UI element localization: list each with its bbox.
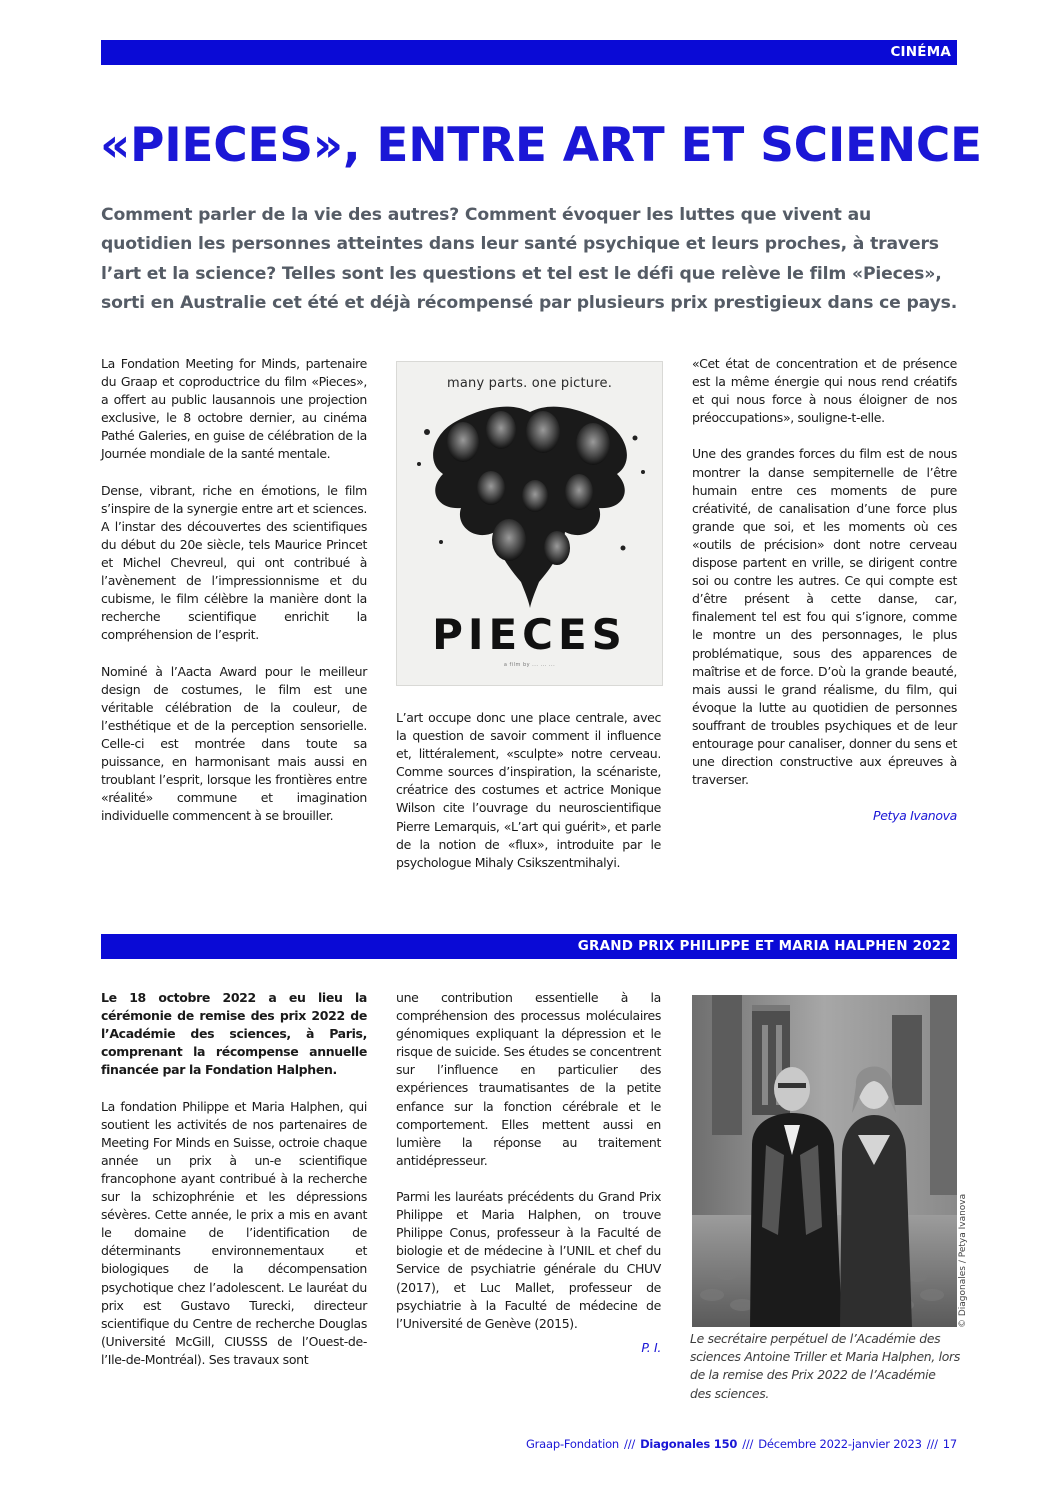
poster-tagline: many parts. one picture. (446, 376, 613, 391)
page-footer (300, 1437, 957, 1451)
poster-inkblot-faces (397, 392, 663, 614)
paragraph: Parmi les lauréats précédents du Grand Prix Philippe et Maria Halphen, on trouve Philippe Conus, professeur à la Faculté de biologie et de médecine à l’UNIL et chef du Service de psychiatrie générale du CHUV (2017), et Luc Mallet, professeur de psychiatrie à la Faculté de médecine de l’Université de Genève (2015). (396, 1189, 661, 1331)
footer-publisher: Graap-Fondation (525, 1437, 620, 1451)
footer-magazine: Diagonales 150 (640, 1437, 738, 1451)
footer-separator: /// (742, 1437, 754, 1451)
paragraph: Nominé à l’Aacta Award pour le meilleur design de costumes, le film est une véritable célébration de la couleur, de l’esthétique et de la perception sensorielle. Celle-ci est montrée dans toute sa puissance, en harmonisant mais aussi en troublant l’esprit, lorsque les frontières entre «réalité» commune et imagination individuelle commencent à se brouiller. (101, 663, 367, 824)
section-band-grand-prix (101, 934, 957, 959)
article1-column-2 (396, 709, 661, 872)
section-band-cinema (101, 40, 957, 65)
article2-signature: P. I. (641, 1339, 661, 1355)
article1-signature: Petya Ivanova (873, 808, 957, 824)
photo-caption: Le secrétaire perpétuel de l’Académie des sciences Antoine Triller et Maria Halphen, lors de la remise des Prix 2022 de l’Académie des sciences. (690, 1331, 960, 1401)
ceremony-photo (692, 995, 957, 1327)
paragraph: Dense, vibrant, riche en émotions, le film s’inspire de la synergie entre art et sciences. A l’instar des découvertes des scientifiques du début du 20e siècle, tels Maurice Princet et Michel Chevreul, qui ont contribué à l’avènement de l’impressionnisme et du cubisme, le film célèbre la manière dont la recherche scientifique enrichit la compréhension de l’esprit. (101, 482, 367, 643)
paragraph: «Cet état de concentration et de présence est la même énergie qui nous rend créatifs et qui nous force à nous éloigner de nos préoccupations», souligne-t-elle. (692, 356, 957, 426)
paragraph: une contribution essentielle à la compréhension des processus moléculaires génomiques expliquant la dépression et le risque de suicide. Ses études se concentrent sur l’influence en particulier des expériences traumatisantes de la petite enfance sur la fonction cérébrale et le comportement. Elles mettent aussi en lumière la réponse au traitement antidépresseur. (396, 990, 661, 1168)
footer-date: Décembre 2022-janvier 2023 (758, 1437, 922, 1451)
film-poster-image (396, 361, 663, 686)
footer-separator: /// (926, 1437, 938, 1451)
article2-intro: Le 18 octobre 2022 a eu lieu la cérémonie de remise des prix 2022 de l’Académie des sciences, à Paris, comprenant la récompense annuelle financée par la Fondation Halphen. (101, 990, 367, 1078)
article-lead: Comment parler de la vie des autres? Comment évoquer les luttes que vivent au quotidien les personnes atteintes dans leur santé psychique et leurs proches, à travers l’art et la science? Telles sont les questions et tel est le défi que relève le film «Pieces», sorti en Australie cet été et déjà récompensé par plusieurs prix prestigieux dans ce pays. (101, 205, 958, 313)
article2-column-1 (101, 989, 367, 1369)
article1-column-1 (101, 355, 367, 825)
article1-column-3 (692, 355, 957, 825)
paragraph: La Fondation Meeting for Minds, partenaire du Graap et coproductrice du film «Pieces», a offert au public lausannois une projection exclusive, le 8 octobre dernier, au cinéma Pathé Galeries, en guise de célébration de la Journée mondiale de la santé mentale. (101, 356, 367, 462)
article-headline: «PIECES», ENTRE ART ET SCIENCE (100, 118, 982, 173)
paragraph: La fondation Philippe et Maria Halphen, qui soutient les activités de nos partenaires de Meeting For Minds en Suisse, octroie chaque année un prix à un-e scientifique francophone ayant contribué à la recherche sur la schizophrénie et les dépressions sévères. Cette année, le prix a mis en avant le domaine de l’identification de déterminants environnementaux et biologiques de la décompensation psychotique chez l’adolescent. Le lauréat du prix est Gustavo Turecki, directeur scientifique du Centre de recherche Douglas (Université McGill, CIUSSS de l’Ouest-de-l’Ile-de-Montréal). Ses travaux sont (101, 1098, 367, 1367)
section-label: GRAND PRIX PHILIPPE ET MARIA HALPHEN 2022 (577, 938, 951, 954)
photo-credit: © Diagonales / Petya Ivanova (958, 1193, 968, 1328)
article2-column-2 (396, 989, 661, 1357)
paragraph: Une des grandes forces du film est de nous montrer la danse sempiternelle de l’être humain entre ces moments de pure créativité, de canalisation d’une force plus grande que soi, et les moments où ces «outils de précision» dont notre cerveau dispose partent en vrille, se dirigent contre soi ou contre les autres. Ce qui compte est d’être présent à cette danse, car, finalement tel est fou qui s’ignore, comme le montre un des personnages, le plus problématique, sous des apparences de maîtrise et de force. D’où la grande beauté, mais aussi le grand réalisme, du film, qui évoque la lutte au quotidien de personnes souffrant de troubles psychiques et de leur entourage pour canaliser, donner du sens et une direction constructive aux épreuves à traverser. (692, 446, 957, 788)
footer-separator: /// (624, 1437, 636, 1451)
paragraph: L’art occupe donc une place centrale, avec la question de savoir comment il influence et, littéralement, «sculpte» notre cerveau. Comme sources d’inspiration, la scénariste, créatrice des costumes et actrice Monique Wilson cite l’ouvrage du neuroscientifique Pierre Lemarquis, «L’art qui guérit», et parle de la notion de «flux», introduite par le psychologue Mihaly Csikszentmihalyi. (396, 710, 661, 870)
poster-title: PIECES (432, 610, 627, 659)
footer-page-number: 17 (942, 1437, 957, 1451)
poster-credit: a film by ... ... ... (503, 662, 556, 668)
section-label: CINÉMA (890, 44, 951, 60)
